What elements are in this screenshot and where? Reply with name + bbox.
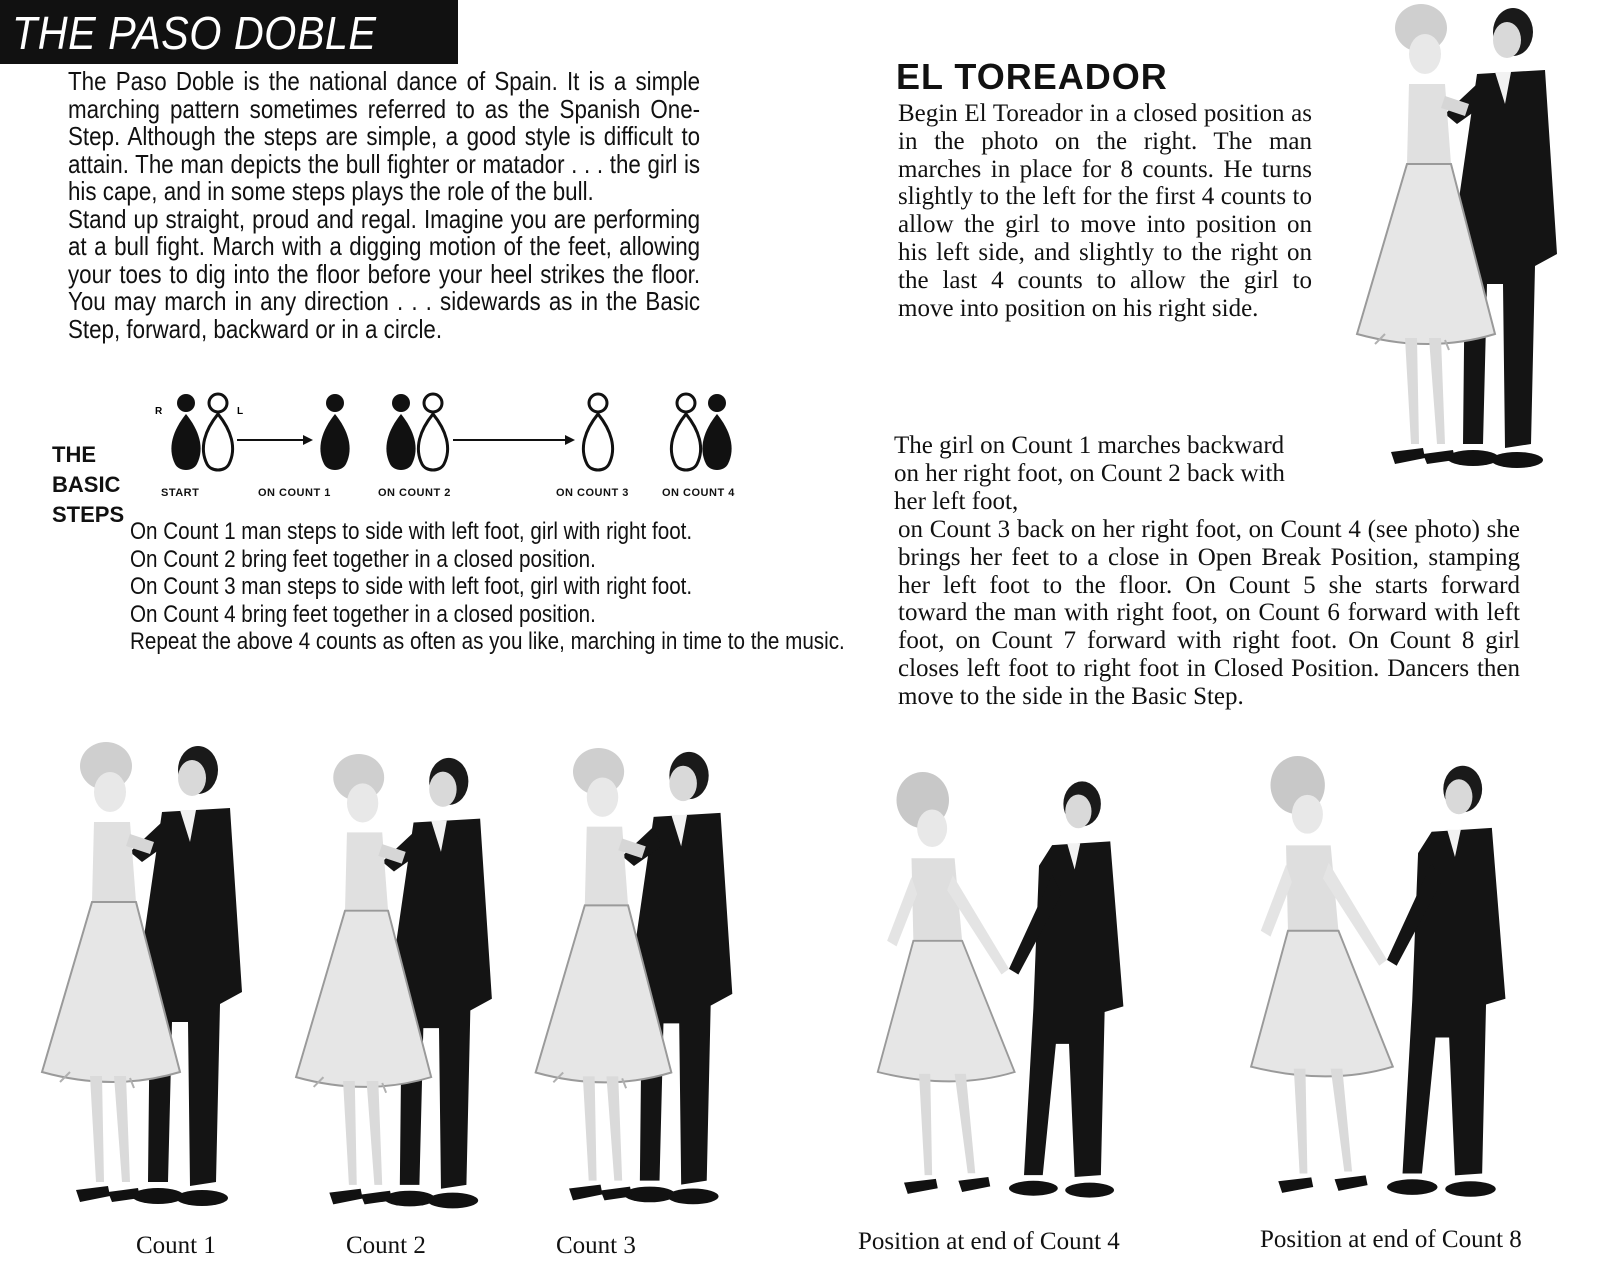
footprint-start-left <box>203 394 232 470</box>
step-caption-count2: ON COUNT 2 <box>378 487 451 499</box>
page-title-bar <box>0 0 458 64</box>
photo-count-3 <box>522 748 742 1220</box>
count-instructions <box>130 518 887 656</box>
footprint-diagram <box>155 392 755 484</box>
photo-count-2 <box>282 754 502 1224</box>
page-title: THE PASO DOBLE <box>12 7 377 59</box>
el-toreador-heading: EL TOREADOR <box>896 56 1168 97</box>
el-toreador-paragraph-2a-text: The girl on Count 1 marches backward on her right foot, on Count 2 back with her left foot, <box>894 432 1285 515</box>
caption-count-2: Count 2 <box>346 1232 426 1259</box>
count-instruction: Repeat the above 4 counts as often as you like, marching in time to the music. <box>130 628 845 655</box>
photo-count-1 <box>30 742 250 1222</box>
photo-end-count-8 <box>1212 756 1562 1222</box>
step-caption-start: START <box>161 487 200 499</box>
el-toreador-paragraph-2a <box>894 432 1294 515</box>
caption-end-count-8: Position at end of Count 8 <box>1260 1226 1522 1253</box>
footprint-count4-left <box>671 394 700 470</box>
basic-steps-label-line: BASIC <box>52 472 121 497</box>
footprint-count1 <box>320 394 349 470</box>
foot-label-l: L <box>237 406 244 417</box>
el-toreador-paragraph-2b-text: on Count 3 back on her right foot, on Count 4 (see photo) she brings her feet to a close in Open Break Position, stamping her left foot to the floor. On Count 5 she starts forward toward the man with right foot, on Count 6 forward with left foot, on Count 7 forward with right foot. On Count 8 girl closes left foot to right foot in Closed Position. Dancers then move to the side in the Basic Step. <box>898 516 1520 710</box>
count-instruction: On Count 3 man steps to side with left foot, girl with right foot. <box>130 573 693 600</box>
caption-count-1: Count 1 <box>136 1232 216 1259</box>
photo-closed-position-top <box>1340 4 1570 484</box>
basic-steps-label <box>52 440 124 530</box>
count-instruction: On Count 4 bring feet together in a closed position. <box>130 600 596 628</box>
intro-text <box>68 68 700 343</box>
caption-end-count-4: Position at end of Count 4 <box>858 1228 1120 1255</box>
footprint-count2-left <box>418 394 447 470</box>
count-instruction: On Count 2 bring feet together in a closed position. <box>130 545 596 573</box>
basic-steps-label-line: STEPS <box>52 502 125 527</box>
intro-paragraph-1: The Paso Doble is the national dance of Spain. It is a simple marching pattern sometimes referred to as the Spanish One-Step. Although the steps are simple, a good style is difficult to attain. The man depicts the bull fighter or matador . . . the girl is his cape, and in some steps plays the role of the bull. <box>68 66 701 206</box>
foot-label-r: R <box>155 406 163 417</box>
step-caption-count4: ON COUNT 4 <box>662 487 735 499</box>
footprint-count3 <box>583 394 612 470</box>
intro-paragraph-2: Stand up straight, proud and regal. Imagine you are performing at a bull fight. March with a digging motion of the feet, allowing your toes to dig into the floor before your heel strikes the floor. You may march in any direction . . . sidewards as in the Basic Step, forward, backward or in a circle. <box>68 203 701 344</box>
count-instruction: On Count 1 man steps to side with left foot, girl with right foot. <box>130 518 693 545</box>
footprint-count4-right <box>702 394 731 470</box>
footprint-start-right <box>171 394 200 470</box>
el-toreador-paragraph-2b <box>898 516 1520 711</box>
step-caption-count1: ON COUNT 1 <box>258 487 331 499</box>
basic-steps-label-line: THE <box>52 442 96 467</box>
caption-count-3: Count 3 <box>556 1232 636 1259</box>
arrow-right-icon <box>237 435 313 445</box>
photo-end-count-4 <box>864 772 1154 1222</box>
footprint-count2-right <box>386 394 415 470</box>
el-toreador-paragraph-1-text: Begin El Toreador in a closed position as in the photo on the right. The man marches in place for 8 counts. He turns slightly to the left for the first 4 counts to allow the girl to move into position on his left side, and slightly to the right on the last 4 counts to allow the girl to move into position on his right side. <box>898 100 1312 322</box>
el-toreador-paragraph-1 <box>898 100 1312 322</box>
step-caption-count3: ON COUNT 3 <box>556 487 629 499</box>
arrow-right-icon <box>453 435 575 445</box>
